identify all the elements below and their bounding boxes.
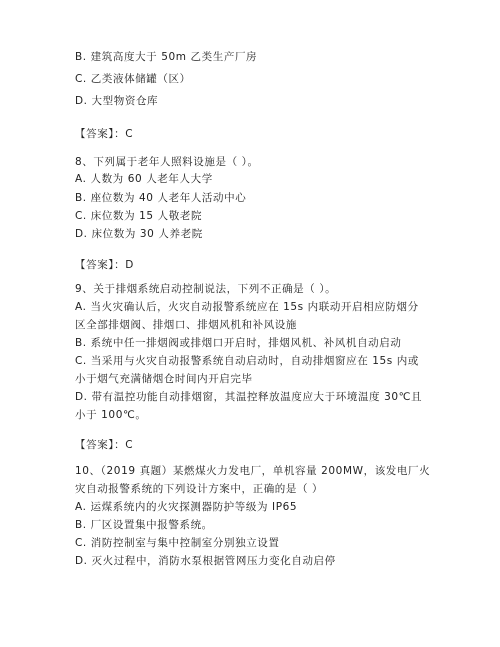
q9-option-d-line2: 小于 100℃。 — [75, 409, 147, 421]
q9-option-b: B. 系统中任一排烟阀或排烟口开启时，排烟风机、补风机自动启动 — [75, 337, 402, 349]
q10-stem-line2: 灾自动报警系统的下列设计方案中，正确的是（ ） — [75, 483, 324, 495]
q10-option-a: A. 运煤系统内的火灾探测器防护等级为 IP65 — [75, 501, 298, 513]
q10-option-d: D. 灭火过程中，消防水泵根据管网压力变化自动启停 — [75, 555, 336, 567]
q8-option-a: A. 人数为 60 人老年人大学 — [75, 173, 213, 185]
q9-option-c-line1: C. 当采用与火灾自动报警系统自动启动时，自动排烟窗应在 15s 内或 — [75, 355, 420, 367]
q7-option-d: D. 大型物资仓库 — [75, 95, 159, 107]
answer-7: 【答案】：C — [75, 128, 134, 140]
q8-option-d: D. 床位数为 30 人养老院 — [75, 228, 203, 240]
q8-stem: 8、下列属于老年人照料设施是（ ）。 — [75, 156, 259, 168]
answer-8: 【答案】：D — [75, 259, 134, 271]
q7-option-c: C. 乙类液体储罐（区） — [75, 73, 191, 85]
answer-9: 【答案】：C — [75, 439, 134, 451]
q9-option-d-line1: D. 带有温控功能自动排烟窗，其温控释放温度应大于环境温度 30℃且 — [75, 391, 423, 403]
q7-option-b: B. 建筑高度大于 50m 乙类生产厂房 — [75, 51, 258, 63]
q9-option-c-line2: 小于烟气充满储烟仓时间内开启完毕 — [75, 373, 253, 385]
q8-option-b: B. 座位数为 40 人老年人活动中心 — [75, 192, 247, 204]
q9-stem: 9、关于排烟系统启动控制说法，下列不正确是（ ）。 — [75, 283, 337, 295]
q9-option-a-line1: A. 当火灾确认后，火灾自动报警系统应在 15s 内联动开启相应防烟分 — [75, 301, 419, 313]
q9-option-a-line2: 区全部排烟阀、排烟口、排烟风机和补风设施 — [75, 319, 297, 331]
q10-stem-line1: 10、（2019 真题）某燃煤火力发电厂，单机容量 200MW，该发电厂火 — [75, 465, 431, 477]
q8-option-c: C. 床位数为 15 人敬老院 — [75, 210, 203, 222]
q10-option-c: C. 消防控制室与集中控制室分别独立设置 — [75, 537, 280, 549]
q10-option-b: B. 厂区设置集中报警系统。 — [75, 519, 213, 531]
